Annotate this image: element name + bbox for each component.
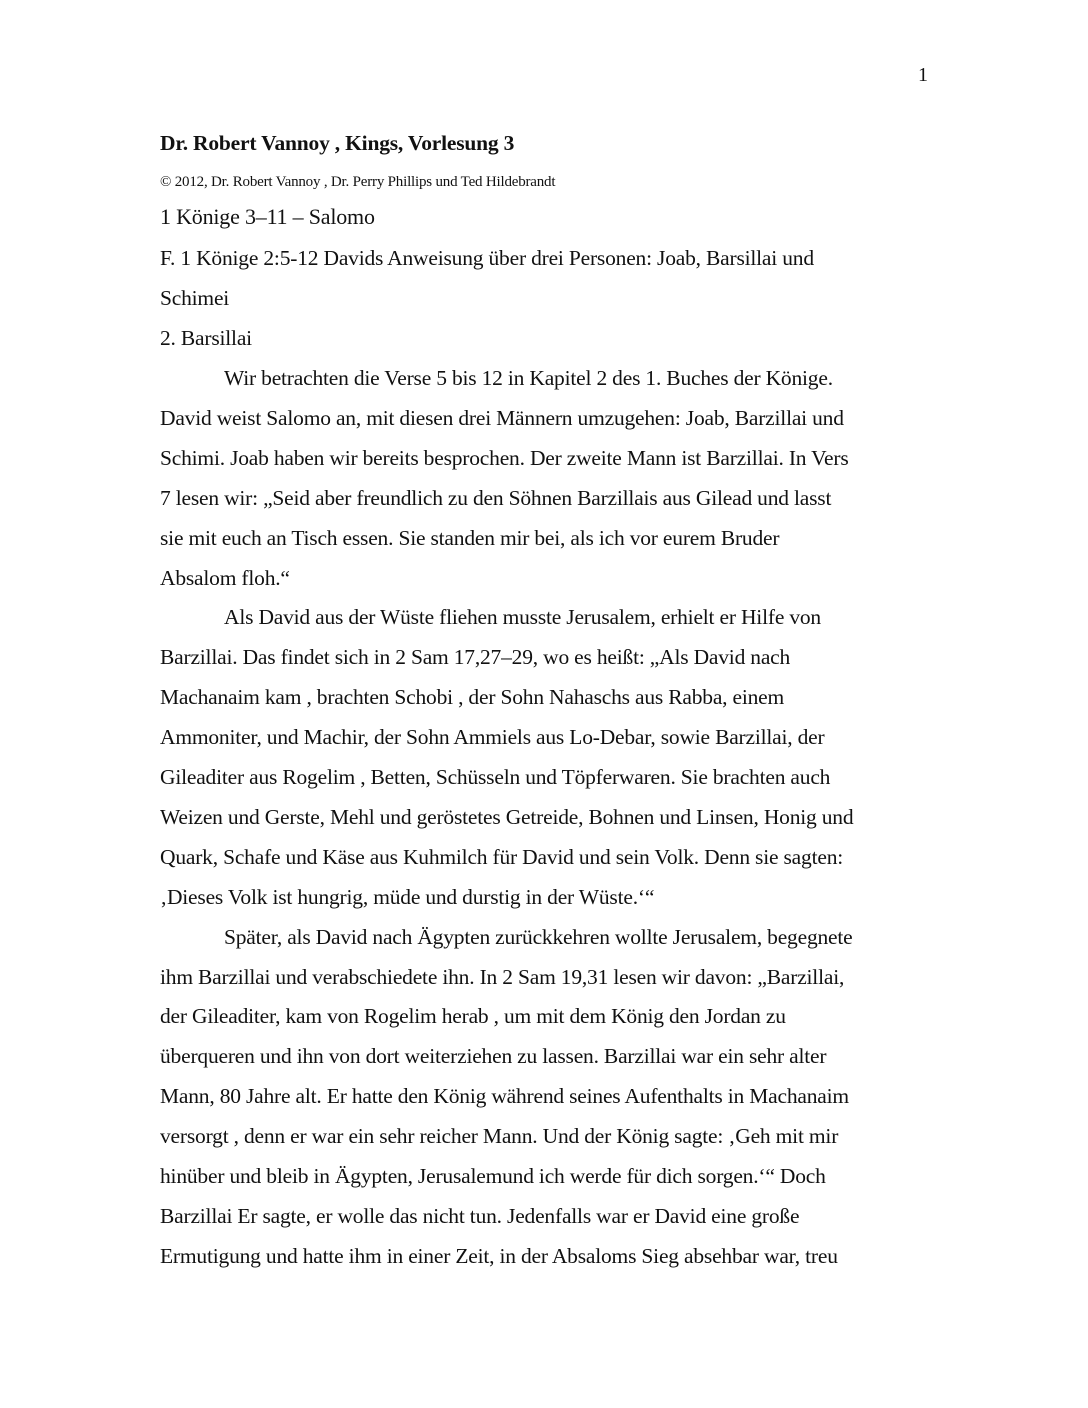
- paragraph-2-line: Quark, Schafe und Käse aus Kuhmilch für David und sein Volk. Denn sie sagten:: [160, 844, 844, 869]
- subsubsection-heading: 2. Barsillai: [160, 326, 252, 350]
- paragraph-2-line: Als David aus der Wüste fliehen musste Jerusalem, erhielt er Hilfe von: [224, 605, 821, 630]
- document-title: Dr. Robert Vannoy , Kings, Vorlesung 3: [160, 131, 515, 155]
- paragraph-3-line: hinüber und bleib in Ägypten, Jerusalemund ich werde für dich sorgen.‘“ Doch: [160, 1164, 826, 1188]
- paragraph-3-line: überqueren und ihn von dort weiterziehen zu lassen. Barzillai war ein sehr alter: [160, 1044, 827, 1069]
- paragraph-3-line: versorgt , denn er war ein sehr reicher Mann. Und der König sagte: ‚Geh mit mir: [160, 1124, 839, 1149]
- paragraph-2-line: Ammoniter, und Machir, der Sohn Ammiels aus Lo-Debar, sowie Barzillai, der: [160, 725, 825, 750]
- paragraph-2-line: Weizen und Gerste, Mehl und geröstetes Getreide, Bohnen und Linsen, Honig und: [160, 804, 854, 829]
- section-heading: 1 Könige 3–11 – Salomo: [160, 204, 375, 229]
- paragraph-3-line: Barzillai Er sagte, er wolle das nicht tun. Jedenfalls war er David eine große: [160, 1203, 800, 1228]
- paragraph-1-line: Absalom floh.“: [160, 565, 290, 590]
- copyright-line: © 2012, Dr. Robert Vannoy , Dr. Perry Phillips und Ted Hildebrandt: [160, 174, 556, 190]
- paragraph-1-line: 7 lesen wir: „Seid aber freundlich zu den Söhnen Barzillais aus Gilead und lasst: [160, 485, 832, 510]
- paragraph-1-line: David weist Salomo an, mit diesen drei Männern umzugehen: Joab, Barzillai und: [160, 405, 844, 430]
- paragraph-1-line: sie mit euch an Tisch essen. Sie standen mir bei, als ich vor eurem Bruder: [160, 525, 780, 550]
- paragraph-3-line: Mann, 80 Jahre alt. Er hatte den König während seines Aufenthalts in Machanaim: [160, 1084, 849, 1109]
- paragraph-2-line: ‚Dieses Volk ist hungrig, müde und durstig in der Wüste.‘“: [160, 884, 655, 909]
- paragraph-2-line: Machanaim kam , brachten Schobi , der Sohn Nahaschs aus Rabba, einem: [160, 685, 785, 710]
- paragraph-1-line: Wir betrachten die Verse 5 bis 12 in Kapitel 2 des 1. Buches der Könige.: [224, 366, 833, 390]
- subsection-heading-line: Schimei: [160, 286, 230, 310]
- paragraph-2-line: Barzillai. Das findet sich in 2 Sam 17,27–29, wo es heißt: „Als David nach: [160, 645, 791, 670]
- page-number: 1: [918, 64, 928, 86]
- paragraph-3-line: Später, als David nach Ägypten zurückkehren wollte Jerusalem, begegnete: [224, 924, 853, 949]
- paragraph-3-line: der Gileaditer, kam von Rogelim herab , um mit dem König den Jordan zu: [160, 1004, 786, 1029]
- paragraph-3-line: ihm Barzillai und verabschiedete ihn. In 2 Sam 19,31 lesen wir davon: „Barzillai,: [160, 964, 845, 989]
- subsection-heading-line: F. 1 Könige 2:5-12 Davids Anweisung über drei Personen: Joab, Barsillai und: [160, 246, 814, 270]
- paragraph-3-line: Ermutigung und hatte ihm in einer Zeit, in der Absaloms Sieg absehbar war, treu: [160, 1243, 838, 1268]
- paragraph-2-line: Gileaditer aus Rogelim , Betten, Schüsseln und Töpferwaren. Sie brachten auch: [160, 765, 831, 789]
- paragraph-1-line: Schimi. Joab haben wir bereits besprochen. Der zweite Mann ist Barzillai. In Vers: [160, 445, 849, 470]
